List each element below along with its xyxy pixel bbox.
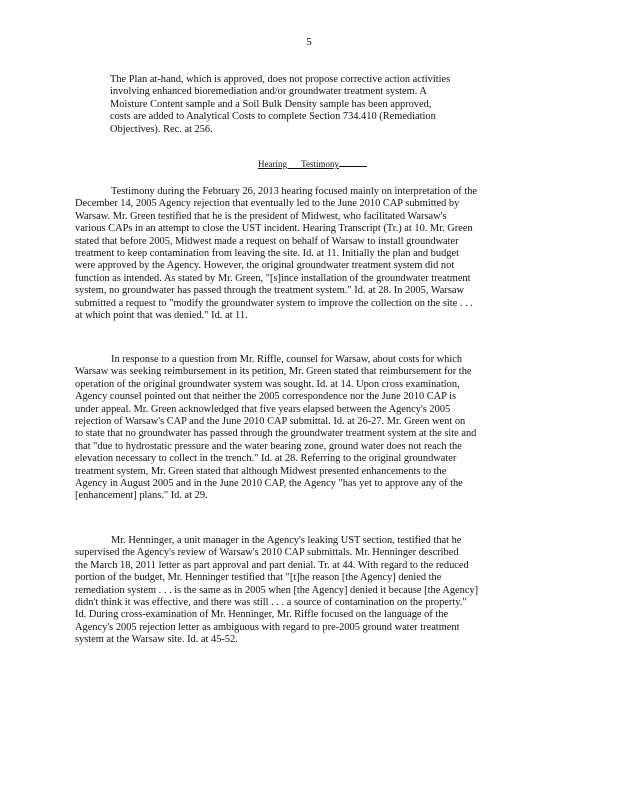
text-line: under appeal. Mr. Green acknowledged that five years elapsed between the Agency's 2005 [75,403,451,415]
text-line: In response to a question from Mr. Riffle, counsel for Warsaw, about costs for which [111,354,463,365]
text-line: operation of the original groundwater system was sought. Id. at 14. Upon cross examination, [75,378,460,390]
paragraph-riffle-question [75,354,518,503]
text-line: Warsaw. Mr. Green testified that he is the president of Midwest, who facilitated Warsaw's [75,210,447,222]
text-line: were approved by the Agency. However, the original groundwater treatment system did not [75,260,455,272]
intro-paragraph [110,74,518,136]
text-line: submitted a request to "modify the groundwater system to improve the collection on the site . . . [75,297,473,309]
text-line: system, no groundwater has passed through the treatment system." Id. at 28. In 2005, Warsaw [75,285,465,297]
heading-underline [339,157,367,167]
section-heading-text: Hearing Testimony [258,159,339,169]
text-line: Moisture Content sample and a Soil Bulk Density sample has been approved, [110,98,432,110]
text-line: remediation system . . . is the same as in 2005 when [the Agency] denied it because [the Agency] [75,584,479,596]
text-line: [enhancement] plans." Id. at 29. [75,490,208,502]
text-line: various CAPs in an attempt to close the UST incident. Hearing Transcript (Tr.) at 10. Mr. Green [75,223,473,235]
text-line: at which point that was denied." Id. at 11. [75,310,248,322]
text-line: Agency's 2005 rejection letter as ambiguous with regard to pre-2005 ground water treatment [75,621,460,633]
section-heading [258,157,367,170]
text-line: that "due to hydrostatic pressure and the water bearing zone, ground water does not reach the [75,440,462,452]
paragraph-henninger [75,535,518,647]
text-line: treatment system, Mr. Green stated that although Midwest presented enhancements to the [75,465,447,477]
text-line: involving enhanced bioremediation and/or groundwater treatment system. A [110,86,427,98]
text-line: didn't think it was effective, and there was still . . . a source of contamination on the property." [75,597,467,609]
text-line: the March 18, 2011 letter as part approval and part denial. Tr. at 44. With regard to the reduced [75,559,469,571]
text-line: stated that before 2005, Midwest made a request on behalf of Warsaw to install groundwater [75,235,459,247]
text-line: portion of the budget, Mr. Henninger testified that "[t]he reason [the Agency] denied the [75,572,442,584]
text-line: Agency in August 2005 and in the June 2010 CAP, the Agency "has yet to approve any of the [75,478,463,490]
text-line: elevation necessary to collect in the trench." Id. at 28. Referring to the original groundwater [75,453,457,465]
text-line: Agency counsel pointed out that neither the 2005 correspondence nor the June 2010 CAP is [75,391,457,403]
text-line: supervised the Agency's review of Warsaw's 2010 CAP submittals. Mr. Henninger described [75,547,459,559]
text-line: Testimony during the February 26, 2013 hearing focused mainly on interpretation of the [111,186,478,197]
text-line: Id. During cross-examination of Mr. Henninger, Mr. Riffle focused on the language of the [75,609,449,621]
text-line: to state that no groundwater has passed through the groundwater treatment system at the site and [75,428,477,440]
text-line: function as intended. As stated by Mr. Green, "[s]ince installation of the groundwater treatment [75,272,471,284]
text-line: system at the Warsaw site. Id. at 45-52. [75,634,238,646]
text-line: Warsaw was seeking reimbursement in its petition, Mr. Green stated that reimbursement for the [75,366,472,378]
paragraph-hearing-testimony [75,186,518,322]
page-number: 5 [306,36,312,48]
text-line: Objectives). Rec. at 256. [110,123,213,135]
text-line: Mr. Henninger, a unit manager in the Agency's leaking UST section, testified that he [111,535,462,546]
text-line: treatment to keep contamination from leaving the site. Id. at 11. Initially the plan and budget [75,248,459,260]
text-line: rejection of Warsaw's CAP and the June 2010 CAP submittal. Id. at 26-27. Mr. Green went on [75,416,466,428]
text-line: costs are added to Analytical Costs to complete Section 734.410 (Remediation [110,111,436,123]
text-line: December 14, 2005 Agency rejection that eventually led to the June 2010 CAP submitted by [75,198,460,210]
text-line: The Plan at-hand, which is approved, does not propose corrective action activities [110,74,451,85]
